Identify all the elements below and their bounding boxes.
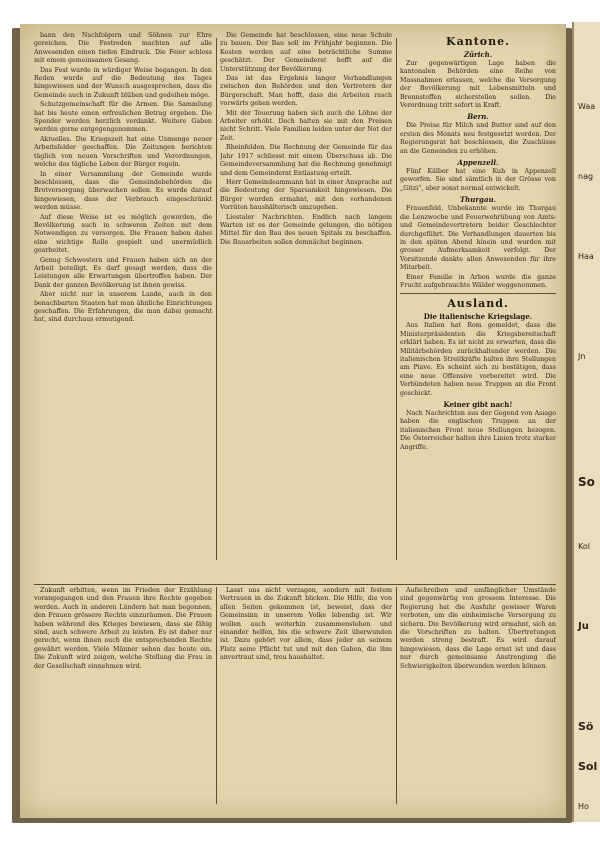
paragraph: Liestaler Nachrichten. Endlich nach langem Warten ist es der Gemeinde gelungen, die nötigen Mittel für den Bau des neuen Spitals zu beschaffen. Die Bauarbeiten sollen demnächst beginnen. (220, 213, 392, 246)
paragraph: Zur gegenwärtigen Lage haben die kantonalen Behörden eine Reihe von Massnahmen erlassen, welche die Versorgung der Bevölkerung mit Lebensmitteln und Brennstoffen sicherstellen sollen. Die Verordnung tritt sofort in Kraft. (400, 60, 556, 110)
section-rule (400, 293, 556, 294)
paragraph: Fünf Kälber hat eine Kuh in Appenzell geworfen. Sie sind sämtlich in der Grösse von „Gitzi“, aber sonst normal entwickelt. (400, 168, 556, 192)
section-heading-ausland: Ausland. (447, 297, 509, 311)
next-page-edge (572, 22, 600, 822)
column-rule (396, 587, 397, 804)
subheading: Thurgau. (459, 195, 497, 205)
paragraph: Das Fest wurde in würdiger Weise begangen. In den Reden wurde auf die Bedeutung des Tages hingewiesen und der Wunsch ausgesprochen, dass die Gemeinde auch in Zukunft blühen und gedeihen möge. (34, 66, 212, 99)
next-page-fragment: Waa (578, 102, 596, 111)
paragraph: Aufschreiben und umfänglicher Umstände sind gegenwärtig von grossem Interesse. Die Regierung hat die Ausfuhr gewisser Waren verboten, um die einheimische Versorgung zu sichern. Die Bevölkerung wird ermahnt, sich an die Vorschriften zu halten. Übertretungen werden streng bestraft. Es wird darauf hingewiesen, dass die Lage ernst ist und dass nur durch gemeinsame Anstrengung die Schwierigkeiten überwunden werden können. (400, 587, 556, 670)
next-page-fragment: Sö (578, 720, 594, 733)
lower-column-left (34, 587, 212, 810)
lower-column-middle (220, 587, 392, 810)
paragraph: Aktuelles. Die Kriegszeit hat eine Unmenge neuer Arbeitsfelder geschaffen. Die Zeitungen berichten täglich von neuen Vorschriften und Verordnungen, welche das tägliche Leben der Bürger regeln. (34, 135, 212, 169)
next-page-fragment: So (578, 475, 595, 489)
paragraph: Einer Familie in Arbon wurde die ganze Frucht aufgebrauchte Wälder weggenommen. (400, 273, 556, 289)
lower-column-right (400, 587, 556, 810)
column-left (34, 32, 212, 560)
paragraph: Die Preise für Milch und Butter sind auf den ersten des Monats neu festgesetzt worden. Der Regierungsrat hat beschlossen, die Zuschüsse an die Gemeinden zu erhöhen. (400, 122, 556, 155)
paragraph: Lasst uns nicht verzagen, sondern mit festem Vertrauen in die Zukunft blicken. Die Hilfe, die von allen Seiten gekommen ist, beweist, dass der Gemeinsinn in unserem Volke lebendig ist. Wir wollen auch weiterhin zusammenstehen und einander helfen, bis die schwere Zeit überwunden ist. Dazu gehört vor allem, dass jeder an seinem Platz seine Pflicht tut und mit den Gaben, die ihm anvertraut sind, treu haushaltet. (220, 587, 392, 662)
next-page-fragment: nag (578, 172, 594, 181)
page-columns (34, 32, 556, 810)
next-page-fragment: Ho (578, 802, 589, 811)
paragraph: Zukunft erbitten, wenn im Frieden der Erzählung vorangegangen und den Frauen ihre Rechte gegeben werden. Auch in anderen Ländern hat man begonnen, den Frauen grössere Rechte einzuräumen. Die Frauen haben während des Krieges bewiesen, dass sie fähig sind, auch schwere Arbeit zu leisten. Es ist daher nur gerecht, wenn ihnen auch die entsprechenden Rechte gewährt werden. Viele Männer sehen das heute ein. Die Zukunft wird zeigen, welche Stellung die Frau in der Gesellschaft einnehmen wird. (34, 587, 212, 670)
column-rule (216, 587, 217, 804)
paragraph: Nach Nachrichten aus der Gegend von Asiago haben die englischen Truppen an der italienischen Front neue Stellungen bezogen. Die Österreicher halten ihre Linien trotz starker Angriffe. (400, 410, 556, 451)
paragraph: Herr Gemeindeammann hat in einer Ansprache auf die Bedeutung der Sparsamkeit hingewiesen. Die Bürger wurden ermahnt, mit den vorhandenen Vorräten haushälterisch umzugehen. (220, 178, 392, 212)
paragraph: bann den Nachfolgern und Söhnen zur Ehre gereichen. Die Festreden machten auf alle Anwesenden einen tiefen Eindruck. Die Feier schloss mit einem gemeinsamen Gesang. (34, 32, 212, 65)
column-middle (220, 32, 392, 560)
lower-section (34, 587, 556, 810)
next-page-fragment: Ju (578, 621, 589, 632)
paragraph: Schutzgemeinschaft für die Armen. Die Sammlung hat bis heute einen erfreulichen Betrag ergeben. Die Spender werden herzlich verdankt. Weitere Gaben werden gerne entgegengenommen. (34, 101, 212, 134)
paragraph: Rheinfelden. Die Rechnung der Gemeinde für das Jahr 1917 schliesst mit einem Überschuss ab. Die Gemeindeversammlung hat die Rechnung genehmigt und dem Gemeinderat Entlastung erteilt. (220, 144, 392, 177)
paragraph: Auf diese Weise ist es möglich geworden, die Bevölkerung auch in schweren Zeiten mit dem Notwendigen zu versorgen. Die Frauen haben dabei eine wichtige Rolle gespielt und unermüdlich gearbeitet. (34, 213, 212, 255)
column-right (400, 32, 556, 560)
paragraph: Aber nicht nur in unserem Lande, auch in den benachbarten Staaten hat man ähnliche Einrichtungen geschaffen. Die Erfahrungen, die man dabei gemacht hat, sind durchaus ermutigend. (34, 291, 212, 324)
subheading: Zürich. (463, 50, 493, 59)
next-page-fragment: Jn (578, 352, 586, 361)
next-page-fragment: Sol (578, 760, 598, 773)
paragraph: Mit der Teuerung haben sich auch die Löhne der Arbeiter erhöht. Doch halten sie mit den Preisen nicht Schritt. Viele Familien leiden unter der Not der Zeit. (220, 109, 392, 142)
next-page-fragment: Kol (578, 542, 590, 551)
paragraph: Das ist das Ergebnis langer Verhandlungen zwischen den Behörden und den Vertretern der Bürgerschaft. Man hofft, dass die Arbeiten rasch vorwärts gehen werden. (220, 75, 392, 108)
paragraph: Frauenfeld. Unbekannte wurde im Thurgau die Lenzwoche und Feuerwehrübung von Amts- und Gemeindevertretern beider Geschlechter durchgeführt. Die Verhandlungen dauerten bis in den späten Abend hinein und wurden mit grosser Aufmerksamkeit verfolgt. Der Vorsitzende dankte allen Anwesenden für ihre Mitarbeit. (400, 205, 556, 272)
lower-section-rule (34, 584, 556, 585)
subheading: Appenzell. (457, 158, 499, 168)
newspaper-page (20, 24, 566, 818)
paragraph: Aus Italien hat Rom gemeldet, dass die Ministerpräsidenten die Kriegsbereitschaft erklärt haben. Es ist nicht zu erwarten, dass die Militärbehörden zurückhaltender werden. Die italienischen Streitkräfte halten ihre Stellungen am Piave. Es scheint sich zu bestätigen, dass eine neue Offensive vorbereitet wird. Die Verbündeten haben neue Truppen an die Front geschickt. (400, 322, 556, 397)
subheading: Die italienische Kriegslage. (423, 312, 533, 322)
subheading: Keiner gibt nach! (443, 400, 513, 409)
section-heading-kantone: Kantone. (446, 35, 510, 48)
paragraph: Genug Schwestern und Frauen haben sich an der Arbeit beteiligt. Es darf gesagt werden, dass die Leistungen alle Erwartungen übertroffen haben. Der Dank der ganzen Bevölkerung ist ihnen gewiss. (34, 256, 212, 289)
column-rule (216, 38, 217, 560)
paragraph: Die Gemeinde hat beschlossen, eine neue Schule zu bauen. Der Bau soll im Frühjahr beginnen. Die Kosten werden auf eine beträchtliche Summe geschätzt. Der Gemeinderat hofft auf die Unterstützung der Bevölkerung. (220, 32, 392, 73)
paragraph: In einer Versammlung der Gemeinde wurde beschlossen, dass die Gemeindebehörden die Brotversorgung überwachen sollen. Es wurde darauf hingewiesen, dass der Verbrauch eingeschränkt werden müsse. (34, 170, 212, 212)
next-page-fragment: Haa (578, 252, 594, 261)
column-rule (396, 38, 397, 560)
subheading: Bern. (467, 112, 489, 122)
